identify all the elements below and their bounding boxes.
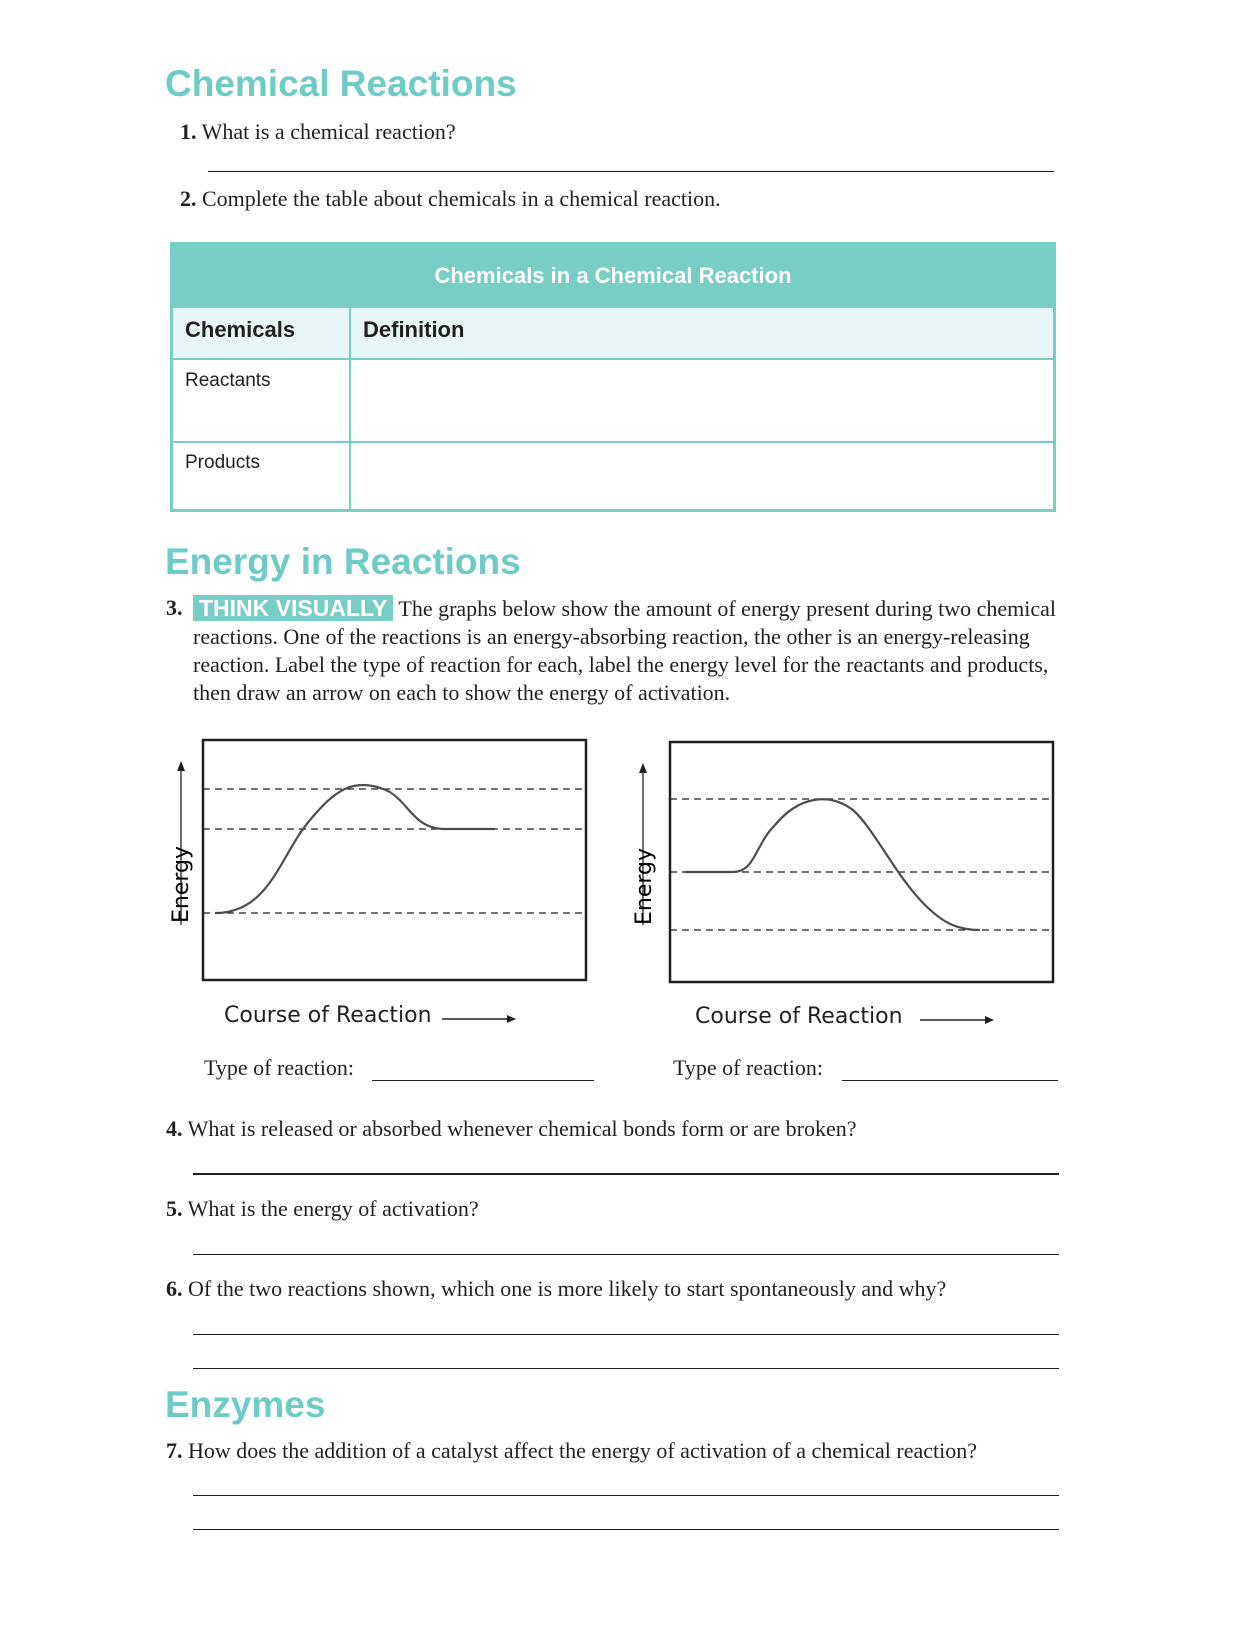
y-axis-label: Energy [632,847,657,925]
question-number: 1. [180,119,197,144]
question-3 [166,594,1066,705]
answer-line-type-2[interactable] [842,1080,1058,1081]
x-axis-label [695,1004,903,1029]
type-of-reaction-label-1: Type of reaction: [204,1055,354,1080]
answer-line[interactable] [208,171,1054,172]
question-4 [166,1115,857,1143]
energy-curve [215,785,495,913]
answer-line[interactable] [193,1254,1059,1255]
question-6 [166,1275,946,1303]
question-number: 4. [166,1116,183,1141]
graph-frame [670,742,1053,982]
x-axis-arrow-2 [918,1012,998,1032]
chemicals-table [170,242,1056,512]
energy-graph-1 [160,735,600,1035]
think-visually-tag: THINK VISUALLY [193,595,393,621]
question-7 [166,1437,977,1465]
energy-graph-2 [625,735,1065,1035]
question-text: What is the energy of activation? [187,1196,479,1221]
question-text: What is released or absorbed whenever chemical bonds form or are broken? [187,1116,857,1141]
graph-frame [203,740,586,980]
answer-line[interactable] [193,1495,1059,1496]
arrow-head-icon [985,1016,994,1024]
column-header-chemicals: Chemicals [185,317,296,342]
definition-cell-reactants[interactable] [353,360,1053,438]
arrow-head-icon [639,763,647,773]
table-header-row [173,306,1053,358]
cell-reactants: Reactants [185,370,271,391]
arrow-head-icon [177,761,185,771]
question-text: Complete the table about chemicals in a chemical reaction. [202,186,721,211]
x-axis-label [224,1003,432,1028]
arrow-head-icon [507,1015,516,1023]
question-1 [180,118,456,146]
question-2 [180,185,721,213]
x-axis-arrow-1 [440,1011,520,1031]
question-number: 3. [166,595,183,620]
question-text: The graphs below show the amount of energy present during two chemical reactions. One of the reactions is an energy-absorbing reaction, the other is an energy-releasing reaction. Label the type of reaction for each, label the energy level for the reactants and products, then draw an arrow on each to show the energy of activation. [193,596,1056,705]
section-heading-energy-in-reactions: Energy in Reactions [165,541,521,582]
column-header-definition: Definition [363,317,465,342]
question-5 [166,1195,479,1223]
question-number: 6. [166,1276,183,1301]
question-3-body [193,594,1063,707]
type-of-reaction-label-2: Type of reaction: [673,1055,823,1080]
question-text: How does the addition of a catalyst affect the energy of activation of a chemical reaction? [188,1438,978,1463]
y-axis-label: Energy [169,845,194,923]
answer-line-type-1[interactable] [372,1080,594,1081]
answer-line[interactable] [193,1529,1059,1530]
question-number: 2. [180,186,197,211]
question-number: 7. [166,1438,183,1463]
table-divider [349,306,351,509]
answer-line[interactable] [193,1173,1059,1175]
section-heading-enzymes: Enzymes [165,1384,326,1425]
question-text: What is a chemical reaction? [201,119,456,144]
x-axis-label-text: Course of Reaction [695,1004,903,1029]
table-title: Chemicals in a Chemical Reaction [173,245,1053,306]
answer-line[interactable] [193,1368,1059,1369]
cell-products: Products [185,452,260,473]
question-number: 5. [166,1196,183,1221]
energy-curve [685,799,980,930]
x-axis-label-text: Course of Reaction [224,1003,432,1028]
question-text: Of the two reactions shown, which one is more likely to start spontaneously and why? [188,1276,947,1301]
definition-cell-products[interactable] [353,443,1053,509]
section-heading-chemical-reactions: Chemical Reactions [165,63,517,104]
answer-line[interactable] [193,1334,1059,1335]
